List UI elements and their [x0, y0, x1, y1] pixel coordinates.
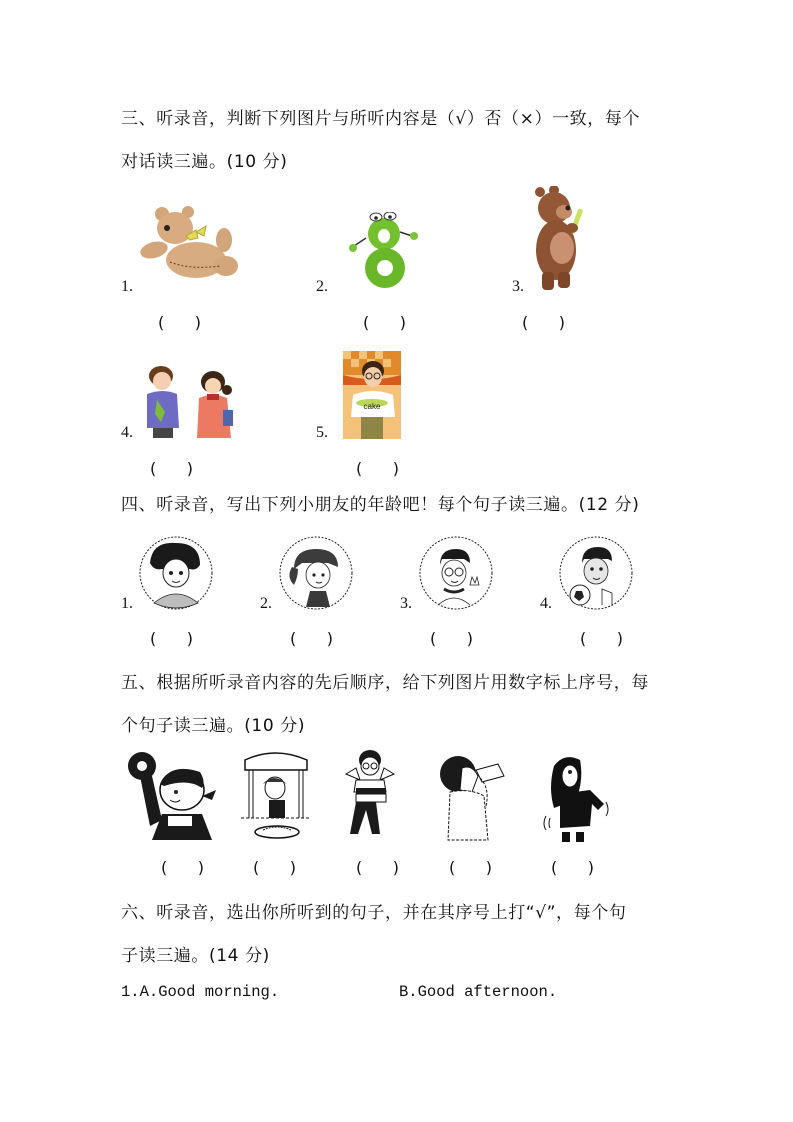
ponytail-girl-portrait	[278, 535, 354, 611]
answer-blank[interactable]: ( )	[449, 858, 492, 877]
teddy-bear-picture	[140, 202, 240, 284]
section-4-title: 四、听录音，写出下列小朋友的年龄吧！每个句子读三遍。(12 分)	[121, 495, 640, 515]
football-boy-portrait	[558, 535, 634, 611]
answer-blank[interactable]: ( )	[161, 858, 204, 877]
answer-blank[interactable]: ( )	[522, 313, 565, 332]
answer-blank[interactable]: ( )	[290, 629, 333, 648]
item-number: 5.	[316, 424, 328, 441]
item-number: 4.	[540, 595, 552, 612]
answer-blank[interactable]: ( )	[551, 858, 594, 877]
answer-blank[interactable]: ( )	[356, 858, 399, 877]
item-number: 1.	[121, 278, 133, 295]
section-5-title-line-2: 个句子读三遍。(10 分)	[121, 716, 306, 736]
girl-with-flower-picture	[126, 752, 218, 842]
item-number: 2.	[316, 278, 328, 295]
item-number: 2.	[260, 595, 272, 612]
answer-blank[interactable]: ( )	[158, 313, 201, 332]
boy-with-cake-picture	[343, 351, 401, 439]
cake-label: cake	[363, 402, 381, 411]
answer-blank[interactable]: ( )	[580, 629, 623, 648]
section-6-title-line-1: 六、听录音，选出你所听到的句子，并在其序号上打“√”，每个句	[121, 903, 627, 923]
answer-blank[interactable]: ( )	[363, 313, 406, 332]
answer-blank[interactable]: ( )	[150, 459, 193, 478]
answer-blank[interactable]: ( )	[253, 858, 296, 877]
brown-bear-picture	[530, 186, 594, 292]
drinking-boy-picture	[432, 752, 508, 844]
dancing-boy-picture	[340, 748, 400, 844]
answer-blank[interactable]: ( )	[356, 459, 399, 478]
item-number: 1.	[121, 595, 133, 612]
section-3-title-line-2: 对话读三遍。(10 分)	[121, 152, 288, 172]
section-3-title-line-1: 三、听录音，判断下列图片与所听内容是（√）否（×）一致，每个	[121, 109, 641, 129]
item-number: 3.	[512, 278, 524, 295]
section-6-title-line-2: 子读三遍。(14 分)	[121, 946, 270, 966]
glasses-boy-portrait	[418, 535, 494, 611]
question-1-option-b[interactable]: B.Good afternoon.	[399, 983, 558, 1001]
item-number: 3.	[400, 595, 412, 612]
section-5-title-line-1: 五、根据所听录音内容的先后顺序，给下列图片用数字标上序号，每	[121, 673, 649, 693]
curly-hair-boy-portrait	[138, 535, 214, 611]
answer-blank[interactable]: ( )	[430, 629, 473, 648]
answer-blank[interactable]: ( )	[150, 629, 193, 648]
item-number: 4.	[121, 424, 133, 441]
long-hair-girl-picture	[540, 752, 612, 844]
question-1-option-a[interactable]: 1.A.Good morning.	[121, 983, 280, 1001]
girl-eating-picture	[241, 748, 313, 844]
boy-and-girl-picture	[143, 366, 239, 440]
number-eight-picture	[348, 212, 420, 292]
